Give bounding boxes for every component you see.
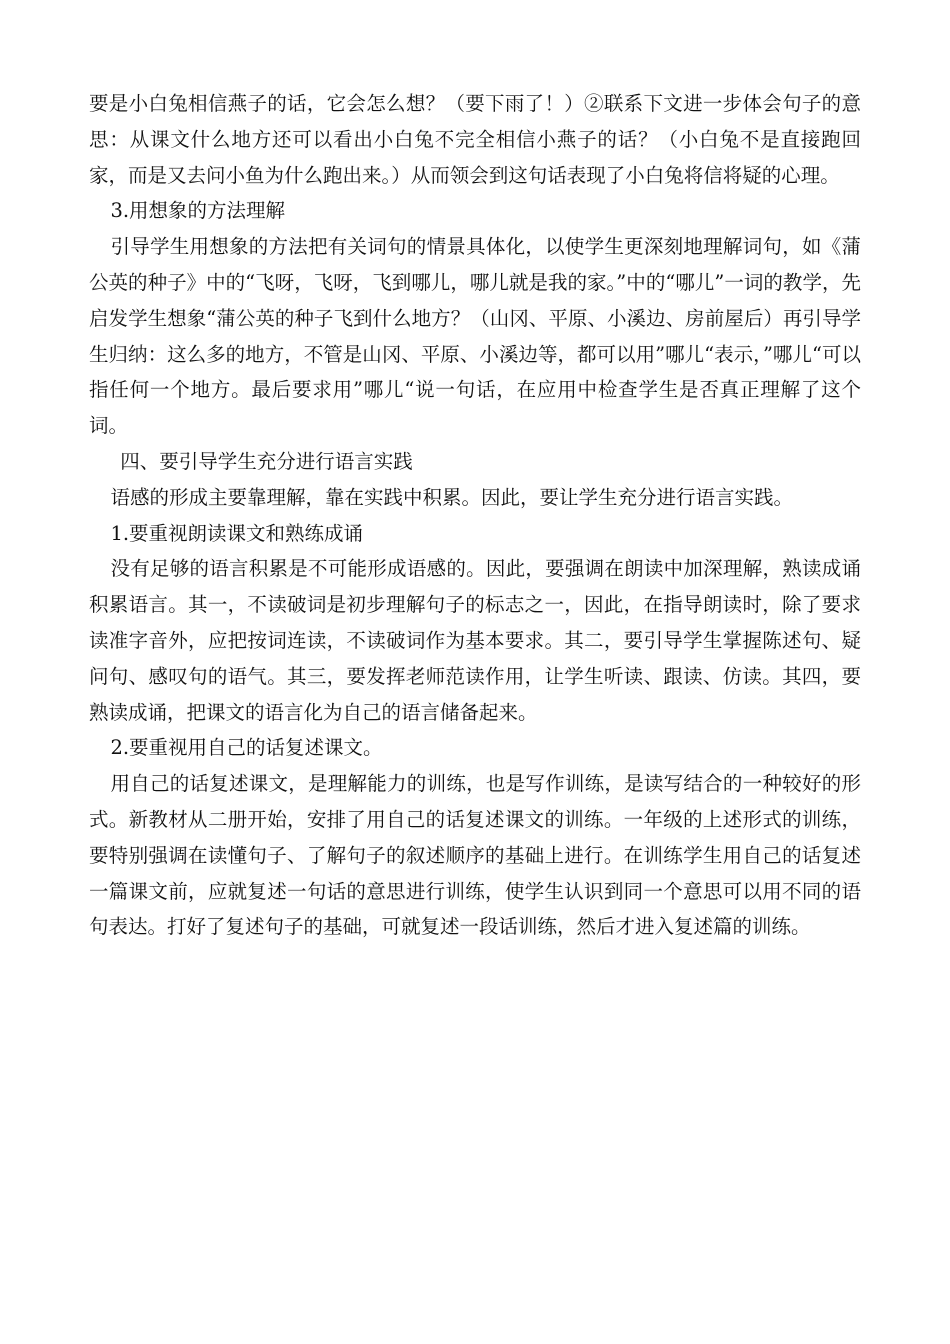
- subheading-imagination-method: 3.用想象的方法理解: [110, 199, 286, 223]
- paragraph-reading-aloud: 没有足够的语言积累是不可能形成语感的。因此，要强调在朗读中加深理解，熟读成诵积累语言。其一，不读破词是初步理解句子的标志之一，因此，在指导朗读时，除了要求读准字音外，应把按词连读，不读破词作为基本要求。其二，要引导学生掌握陈述句、疑问句、感叹句的语气。其三，要发挥老师范读作用，让学生听读、跟读、仿读。其四，要熟读成诵，把课文的语言化为自己的语言储备起来。: [89, 557, 861, 724]
- paragraph-imagination-method: 引导学生用想象的方法把有关词句的情景具体化，以使学生更深刻地理解词句，如《蒲公英的种子》中的“飞呀，飞呀，飞到哪儿，哪儿就是我的家。”中的“哪儿”一词的教学，先启发学生想象“蒲公英的种子飞到什么地方？（山冈、平原、小溪边、房前屋后）再引导学生归纳：这么多的地方，不管是山冈、平原、小溪边等，都可以用”哪儿“表示，”哪儿“可以指任何一个地方。最后要求用”哪儿“说一句话，在应用中检查学生是否真正理解了这个词。: [89, 235, 861, 438]
- paragraph-continuation: 要是小白兔相信燕子的话，它会怎么想？（要下雨了！）②联系下文进一步体会句子的意思：从课文什么地方还可以看出小白兔不完全相信小燕子的话？（小白兔不是直接跑回家，而是又去问小鱼为什么跑出来。）从而领会到这句话表现了小白兔将信将疑的心理。: [89, 92, 861, 187]
- paragraph-language-practice-intro: 语感的形成主要靠理解，靠在实践中积累。因此，要让学生充分进行语言实践。: [110, 485, 793, 509]
- section-heading-language-practice: 四、要引导学生充分进行语言实践: [120, 449, 413, 473]
- document-page: [89, 86, 861, 945]
- paragraph-retelling: 用自己的话复述课文，是理解能力的训练，也是写作训练，是读写结合的一种较好的形式。新教材从二册开始，安排了用自己的话复述课文的训练。一年级的上述形式的训练，要特别强调在读懂句子、了解句子的叙述顺序的基础上进行。在训练学生用自己的话复述一篇课文前，应就复述一句话的意思进行训练，使学生认识到同一个意思可以用不同的语句表达。打好了复述句子的基础，可就复述一段话训练，然后才进入复述篇的训练。: [89, 772, 861, 939]
- subheading-reading-aloud: 1.要重视朗读课文和熟练成诵: [110, 521, 364, 545]
- subheading-retelling: 2.要重视用自己的话复述课文。: [110, 736, 383, 760]
